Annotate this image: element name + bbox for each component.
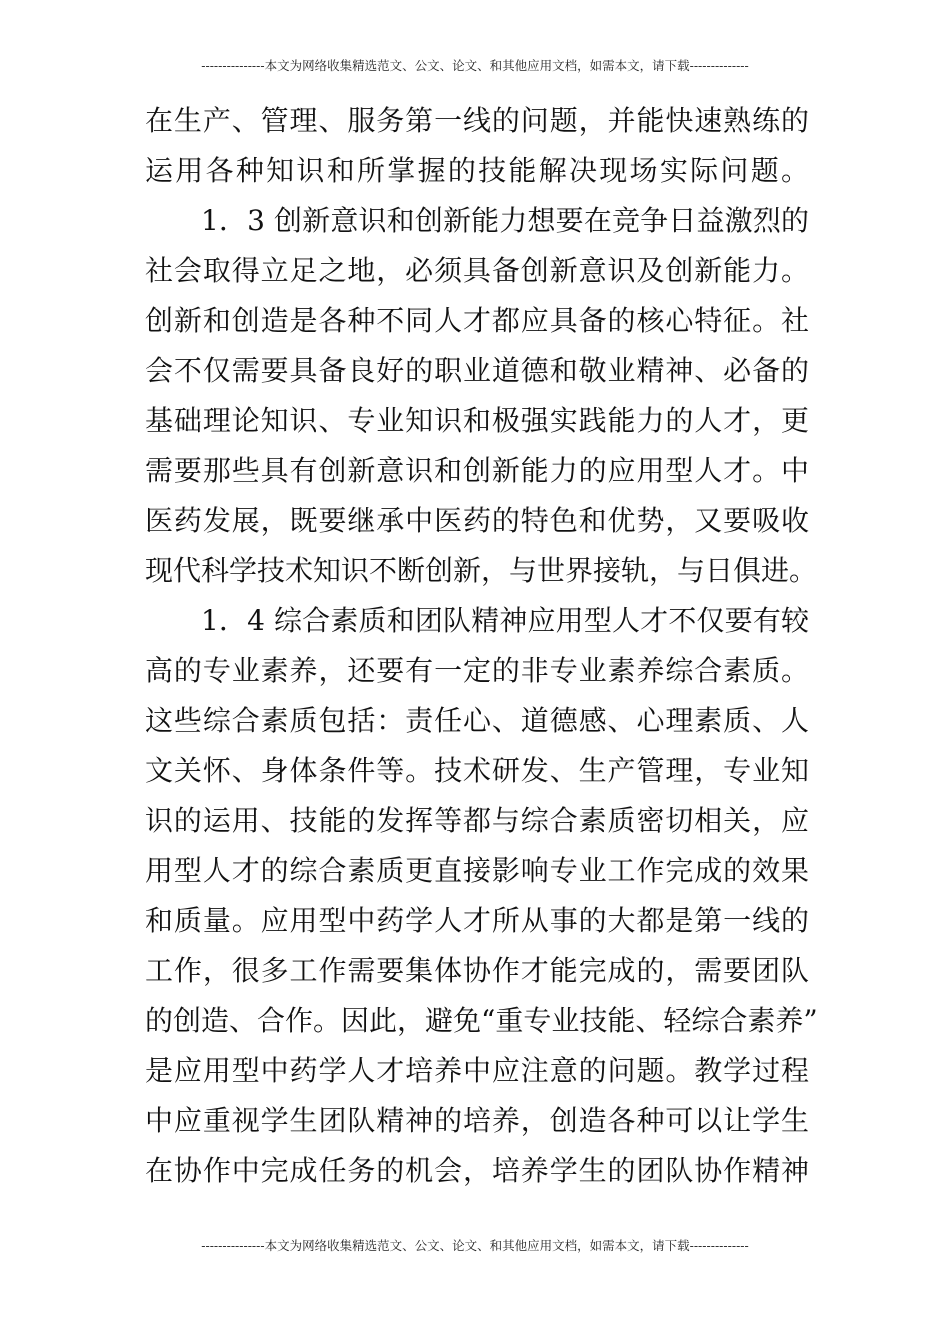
text-line: 创新和创造是各种不同人才都应具备的核心特征。社 (145, 304, 809, 337)
text-line: 和质量。应用型中药学人才所从事的大都是第一线的 (145, 904, 809, 937)
section-1-3-heading-line: 1．3 创新意识和创新能力想要在竞争日益激烈的 (201, 204, 809, 237)
text-line: 文关怀、身体条件等。技术研发、生产管理，专业知 (145, 754, 809, 787)
text-line: 基础理论知识、专业知识和极强实践能力的人才，更 (145, 404, 809, 437)
text-line: 会不仅需要具备良好的职业道德和敬业精神、必备的 (145, 354, 809, 387)
text-line: 这些综合素质包括：责任心、道德感、心理素质、人 (145, 704, 809, 737)
text-line: 医药发展，既要继承中医药的特色和优势，又要吸收 (145, 504, 809, 537)
text-line: 的创造、合作。因此，避免“重专业技能、轻综合素养” (145, 1004, 818, 1037)
text-line: 高的专业素养，还要有一定的非专业素养综合素质。 (145, 654, 809, 687)
text-line: 现代科学技术知识不断创新，与世界接轨，与日俱进。 (145, 554, 818, 587)
text-line: 中应重视学生团队精神的培养，创造各种可以让学生 (145, 1104, 809, 1137)
text-line: 在生产、管理、服务第一线的问题，并能快速熟练的 (145, 104, 809, 137)
text-line: 运用各种知识和所掌握的技能解决现场实际问题。 (145, 154, 809, 187)
section-1-4-heading-line: 1．4 综合素质和团队精神应用型人才不仅要有较 (201, 604, 809, 637)
page-header-notice: ---------------本文为网络收集精选范文、公文、论文、和其他应用文档，如需本文，请下载-------------- (201, 58, 749, 73)
text-line: 需要那些具有创新意识和创新能力的应用型人才。中 (145, 454, 809, 487)
text-line: 社会取得立足之地，必须具备创新意识及创新能力。 (145, 254, 809, 287)
text-line: 用型人才的综合素质更直接影响专业工作完成的效果 (145, 854, 809, 887)
text-line: 识的运用、技能的发挥等都与综合素质密切相关，应 (145, 804, 809, 837)
text-line: 在协作中完成任务的机会，培养学生的团队协作精神 (145, 1154, 809, 1187)
text-line: 工作，很多工作需要集体协作才能完成的，需要团队 (145, 954, 809, 987)
document-body (145, 96, 818, 1196)
text-line: 是应用型中药学人才培养中应注意的问题。教学过程 (145, 1054, 809, 1087)
page-footer-notice: ---------------本文为网络收集精选范文、公文、论文、和其他应用文档，如需本文，请下载-------------- (201, 1238, 749, 1253)
